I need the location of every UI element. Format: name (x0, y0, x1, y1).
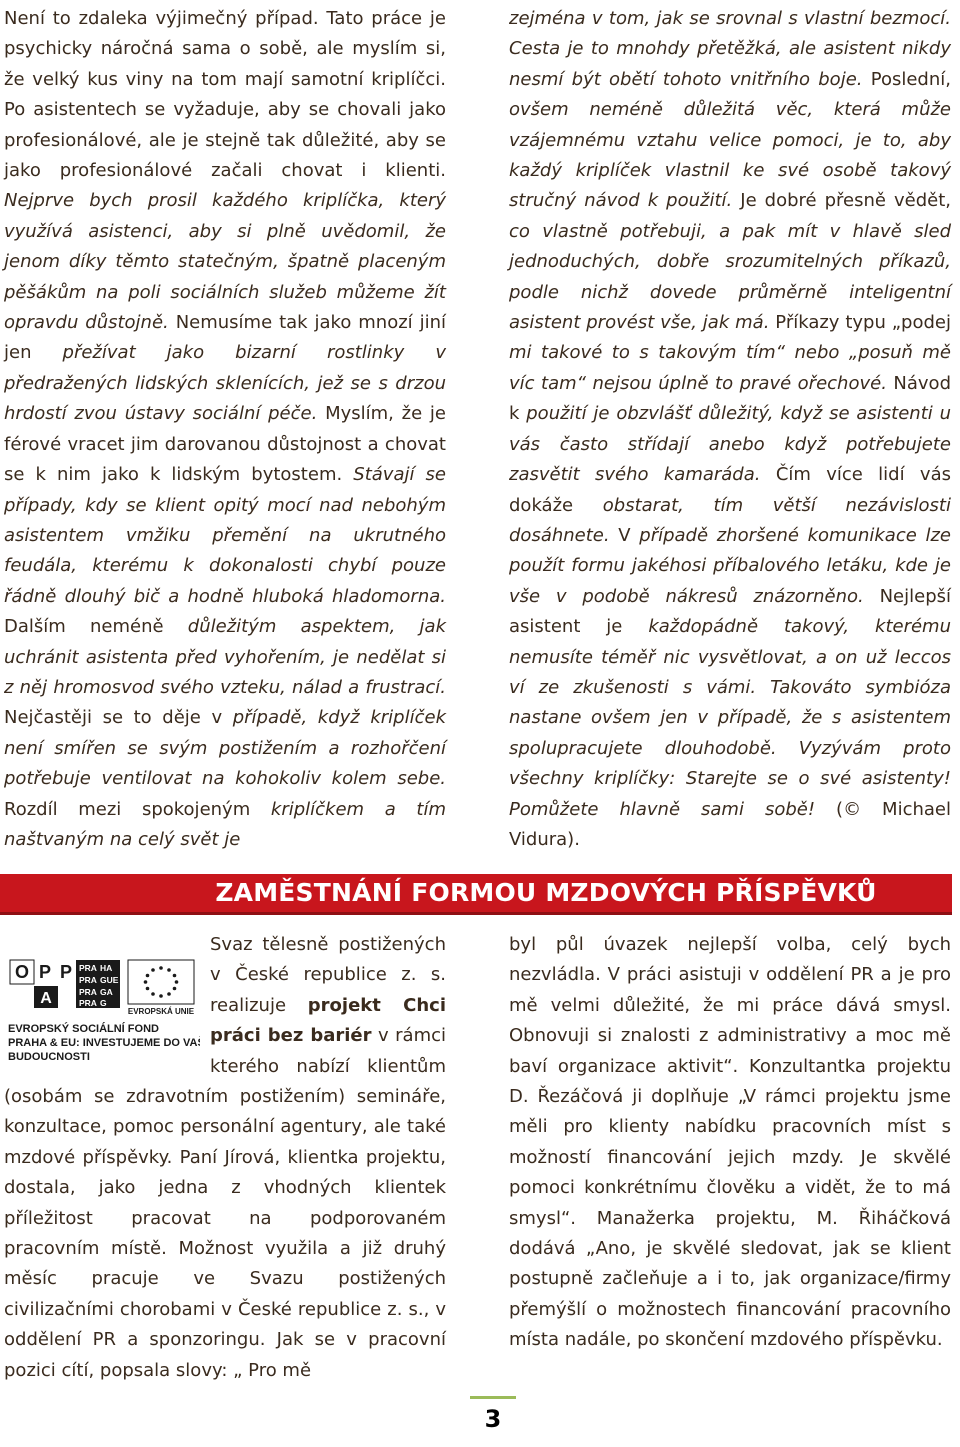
article-top-right-segment: Návod k (509, 372, 951, 425)
section-title: ZAMĚSTNÁNÍ FORMOU MZDOVÝCH PŘÍSPĚVKŮ (215, 878, 877, 907)
article-bottom-right-column (509, 930, 951, 1356)
article-top-right-segment: Čím více lidí vás dokáže (509, 464, 951, 516)
article-top-right-segment: Je dobré přesně vědět, (740, 190, 951, 212)
article-top-right-segment: Poslední, (870, 68, 951, 90)
logo-line-2: PRAHA & EU: INVESTUJEME DO VAŠÍ (8, 1037, 200, 1049)
article-top-right-segment: každopádně takový, kterému nemusíte téměř nic vysvětlovat, a on už leccos ví ze zkušenosti s vámi. Takováto symbióza nastane ovšem jen v případě, že s asistentem spolupracujete dlouhodobě. Vyzývám proto všechny kriplíčky: Starejte se o své asistenty! Pomůžete hlavně sami sobě! (509, 616, 951, 820)
praha-cell-4: GUE (100, 975, 119, 985)
praha-cell-7: PRA (79, 998, 97, 1008)
article-bottom-right-text (509, 934, 951, 1350)
opp-letter-p1: P (38, 962, 52, 982)
article-top-left-segment: kriplíčkem a tím naštvaným na celý svět je (4, 798, 447, 850)
article-top-left-segment: Není to zdaleka výjimečný případ. Tato práce je psychicky náročná sama o sobě, ale myslím si, že velký kus viny na tom mají samotní kriplíčci. Po asistentech se vyžaduje, aby se chovali jako profesionálové, ale je stejně tak důležité, aby se jako profesionálové začali chovat i klienti. (4, 8, 446, 182)
article-top-left-segment: případě, když kriplíček není smířen se svým postižením a rozhořčení potřebuje ventilovat na kohokoliv kolem sebe. (4, 707, 446, 790)
logo-line-1: EVROPSKÝ SOCIÁLNÍ FOND (8, 1023, 159, 1035)
article-top-right-segment: obstarat, tím větší nezávislosti dosáhnete. (509, 494, 951, 546)
praha-cell-6: GA (100, 987, 113, 997)
article-top-left-segment: Rozdíl mezi spokojeným (4, 798, 271, 820)
article-top-right-segment: V (618, 524, 640, 546)
eu-flag-icon (128, 960, 194, 1004)
praha-cell-3: PRA (79, 975, 97, 985)
section-banner (0, 874, 952, 915)
article-top-left-segment: Nemusíme tak jako mnozí jiní jen (4, 312, 446, 364)
article-top-right-segment: (© Michael Vidura). (509, 798, 951, 850)
article-top-left-text (4, 4, 446, 855)
article-top-left-segment: Myslím, že je férové vracet jim darovanou důstojnost a chovat se k nim jako k lidským bytostem. (4, 403, 446, 486)
article-top-right-segment: Nejlepší asistent je (509, 585, 951, 638)
article-top-left-segment: Stávají se případy, kdy se klient opitý mocí nad nebohým asistentem vmžiku přemění na ukrutného feudála, kterému k dokonalosti chybí pouze řádně dlouhý bič a hodně hluboká hladomorna. (4, 464, 447, 607)
article-top-left-segment: přežívat jako bizarní rostlinky v předražených lidských sklenících, jež se s drzou hrdostí zvou ústavy sociální péče. (4, 342, 446, 425)
article-bottom-right-segment: byl půl úvazek nejlepší volba, celý bych nezvládla. V práci asistuji v oddělení PR a je pro mě velmi důležité, že mi práce dává smysl. Obnovuji si znalosti z administrativy a moc mě baví organizace aktivit“. Konzultantka projektu D. Řezáčová ji doplňuje „V rámci projektu jsme měli pro klienty nabídku pracovních míst s možností financování jejich mzdy. Je skvělé pomoci konkrétnímu člověku a vidět, že to má smysl“. Manažerka projektu, M. Řiháčková dodává „Ano, je skvělé sledovat, jak se klient postupně začleňuje a i to, jak organizace/firmy přemýšlí o možnostech financování pracovního místa nadále, po skončení mzdového příspěvku. (509, 934, 951, 1351)
praha-cell-5: PRA (79, 987, 97, 997)
article-top-right-segment: ovšem neméně důležitá věc, která může vzájemnému vztahu velice pomoci, je to, aby každý kriplíček vlastnil ke své osobě takový stručný návod k použití. (509, 99, 951, 212)
opp-letter-o: O (14, 962, 30, 982)
article-top-right-text (509, 4, 951, 855)
article-bottom-left-segment: Svaz tělesně postižených v České republice z. s. realizuje (210, 934, 446, 1016)
article-top-right-segment: zejména v tom, jak se srovnal s vlastní bezmocí. Cesta je to mnohdy přetěžká, ale asistent nikdy nesmí být obětí tohoto vnitřního boje. (509, 8, 951, 90)
article-bottom-left-column (4, 930, 446, 1386)
article-top-right-segment: mi takové to s takovým tím“ nebo „posuň mě víc tam“ nejsou úplně to pravé ořechové. (509, 342, 951, 394)
article-top (0, 4, 960, 850)
article-bottom-left-segment: v rámci kterého nabízí klientům (osobám se zdravotním postižením) semináře, konzultace, pomoc personální agentury, ale také mzdové příspěvky. Paní Jírová, klientka projektu, dostala, jako jedna z vhodných klientek příležitost pracovat na podporovaném pracovním místě. Možnost využila a již druhý měsíc pracuje ve Svazu postižených civilizačními chorobami v České republice z. s., v oddělení PR a sponzoringu. Jak se v pracovní pozici cítí, popsala slovy: „ Pro mě (4, 1025, 446, 1381)
article-top-right-column (509, 4, 951, 855)
praha-cell-2: HA (100, 963, 113, 973)
article-top-right-segment: případě zhoršené komunikace lze použít formu jakéhosi příbalového letáku, kde je vše v podobě nákresů znázorněno. (509, 524, 952, 607)
praha-cell-8: G (100, 998, 107, 1008)
article-top-left-segment: Nejprve bych prosil každého kriplíčka, který využívá asistenci, aby si plně uvědomil, že jenom díky těmto statečným, špatně placeným pěšákům na poli sociálních služeb můžeme žít opravdu důstojně. (4, 190, 446, 334)
article-bottom-left-segment: projekt Chci práci bez bariér (210, 994, 447, 1047)
article-bottom (0, 930, 960, 1381)
oppa-esf-logo (4, 940, 200, 1064)
eu-label: EVROPSKÁ UNIE (127, 1007, 195, 1016)
opp-letter-p2: P (59, 962, 73, 982)
article-top-left-segment: Dalším neméně (4, 616, 188, 638)
opp-letter-a: A (40, 990, 52, 1007)
article-top-left-segment: Nejčastěji se to děje v (4, 707, 233, 729)
article-top-right-segment: co vlastně potřebuji, a pak mít v hlavě sled jednoduchých, dobře srozumitelných příkazů, podle nichž dovede průměrně inteligentní asistent provést vše, jak má. (509, 220, 951, 334)
article-top-left-segment: důležitým aspektem, jak uchránit asistenta před vyhořením, je nedělat si z něj hromosvod svého vzteku, nálad a frustrací. (4, 616, 446, 698)
page-number: 3 (470, 1396, 516, 1433)
article-top-left-column (4, 4, 446, 855)
article-top-right-segment: použití je obzvlášť důležitý, když se asistenti u vás často střídají anebo když potřebujete zasvětit svého kamaráda. (509, 403, 951, 486)
praha-cell-1: PRA (79, 963, 97, 973)
oppa-logo-graphic (4, 940, 200, 1064)
article-top-right-segment: Příkazy typu „podej (775, 312, 951, 334)
logo-line-3: BUDOUCNOSTI (8, 1051, 90, 1063)
